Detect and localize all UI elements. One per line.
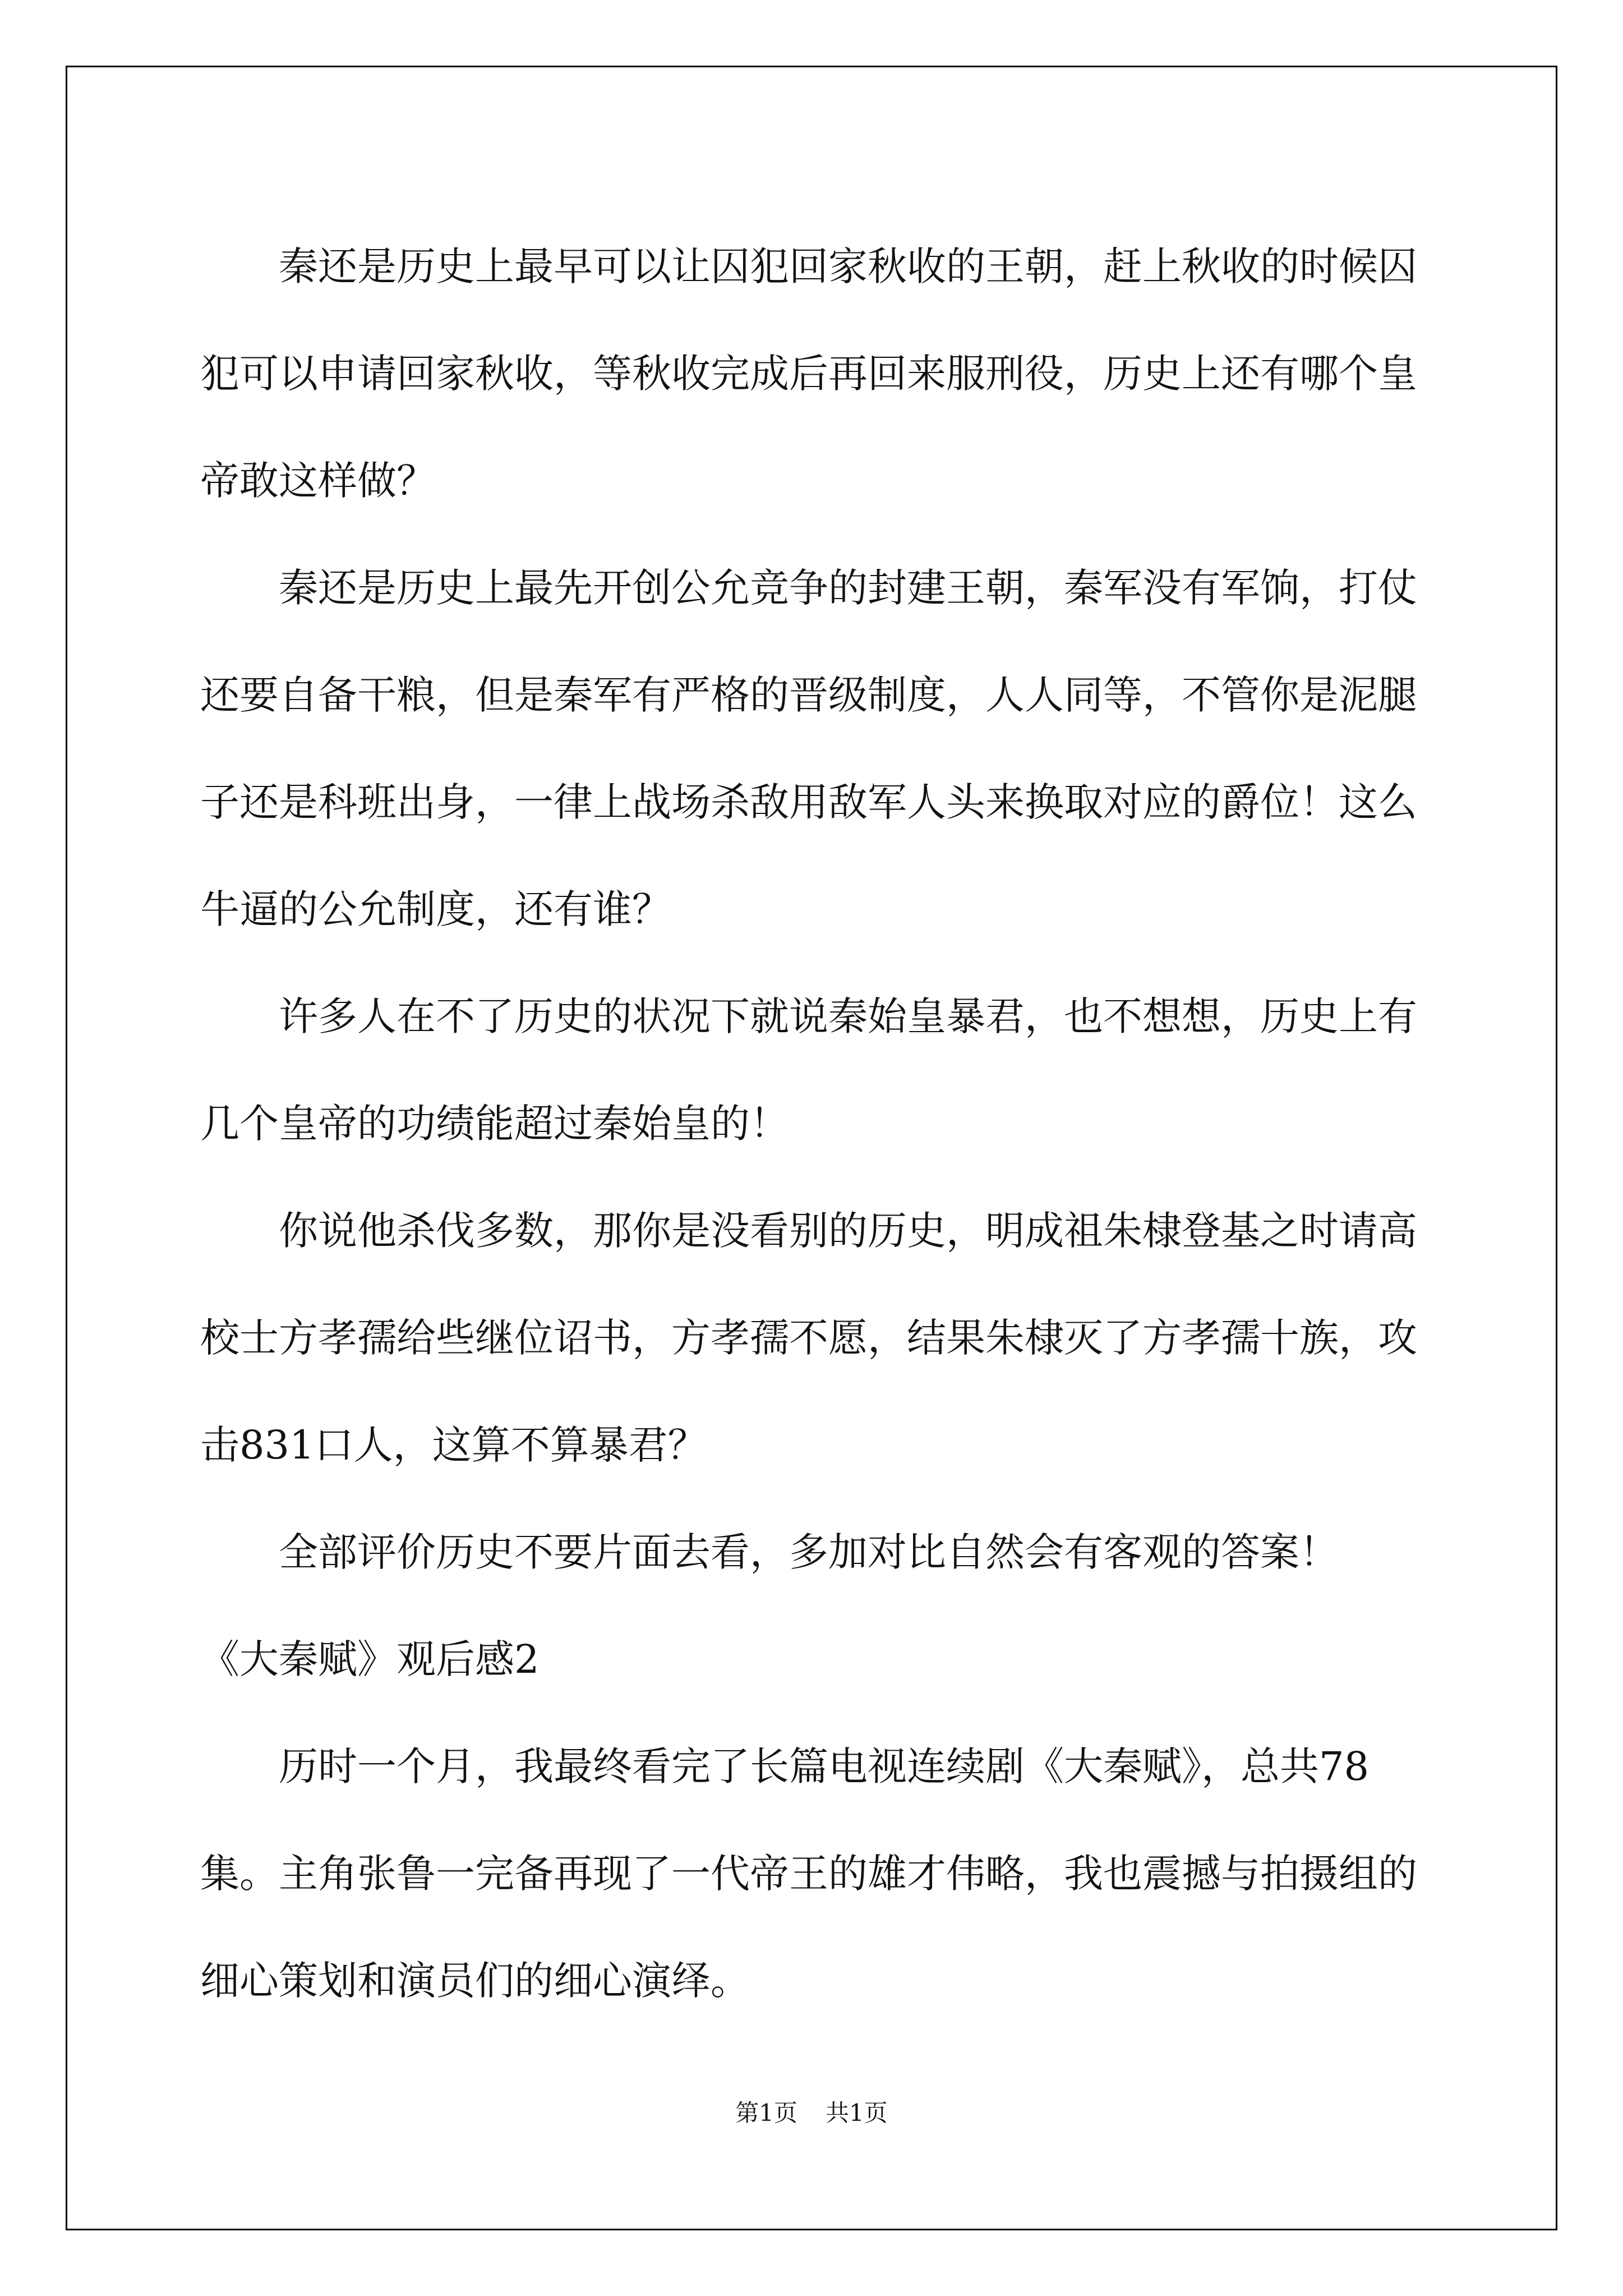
- paragraph: 秦还是历史上最早可以让囚犯回家秋收的王朝，赶上秋收的时候囚犯可以申请回家秋收，等秋收完成后再回来服刑役，历史上还有哪个皇帝敢这样做？: [200, 243, 1417, 504]
- page-footer: [0, 2099, 1623, 2127]
- document-body: [200, 213, 1434, 2035]
- paragraph: 全部评价历史不要片面去看，多加对比自然会有客观的答案！: [279, 1529, 1339, 1575]
- page-number: 第1页: [735, 2099, 797, 2127]
- page-total: 共1页: [826, 2099, 888, 2127]
- paragraph: 你说他杀伐多数，那你是没看别的历史，明成祖朱棣登基之时请高校士方孝孺给些继位诏书，方孝孺不愿，结果朱棣灭了方孝孺十族，攻击831口人，这算不算暴君？: [200, 1208, 1417, 1468]
- paragraph: 许多人在不了历史的状况下就说秦始皇暴君，也不想想，历史上有几个皇帝的功绩能超过秦始皇的！: [200, 993, 1417, 1147]
- section-title: 《大秦赋》观后感2: [200, 1636, 540, 1682]
- paragraph: 历时一个月，我最终看完了长篇电视连续剧《大秦赋》，总共78集。主角张鲁一完备再现了一代帝王的雄才伟略，我也震撼与拍摄组的细心策划和演员们的细心演绎。: [200, 1743, 1417, 2004]
- paragraph: 秦还是历史上最先开创公允竞争的封建王朝，秦军没有军饷，打仗还要自备干粮，但是秦军有严格的晋级制度，人人同等，不管你是泥腿子还是科班出身，一律上战场杀敌用敌军人头来换取对应的爵位！这么牛逼的公允制度，还有谁？: [200, 565, 1417, 932]
